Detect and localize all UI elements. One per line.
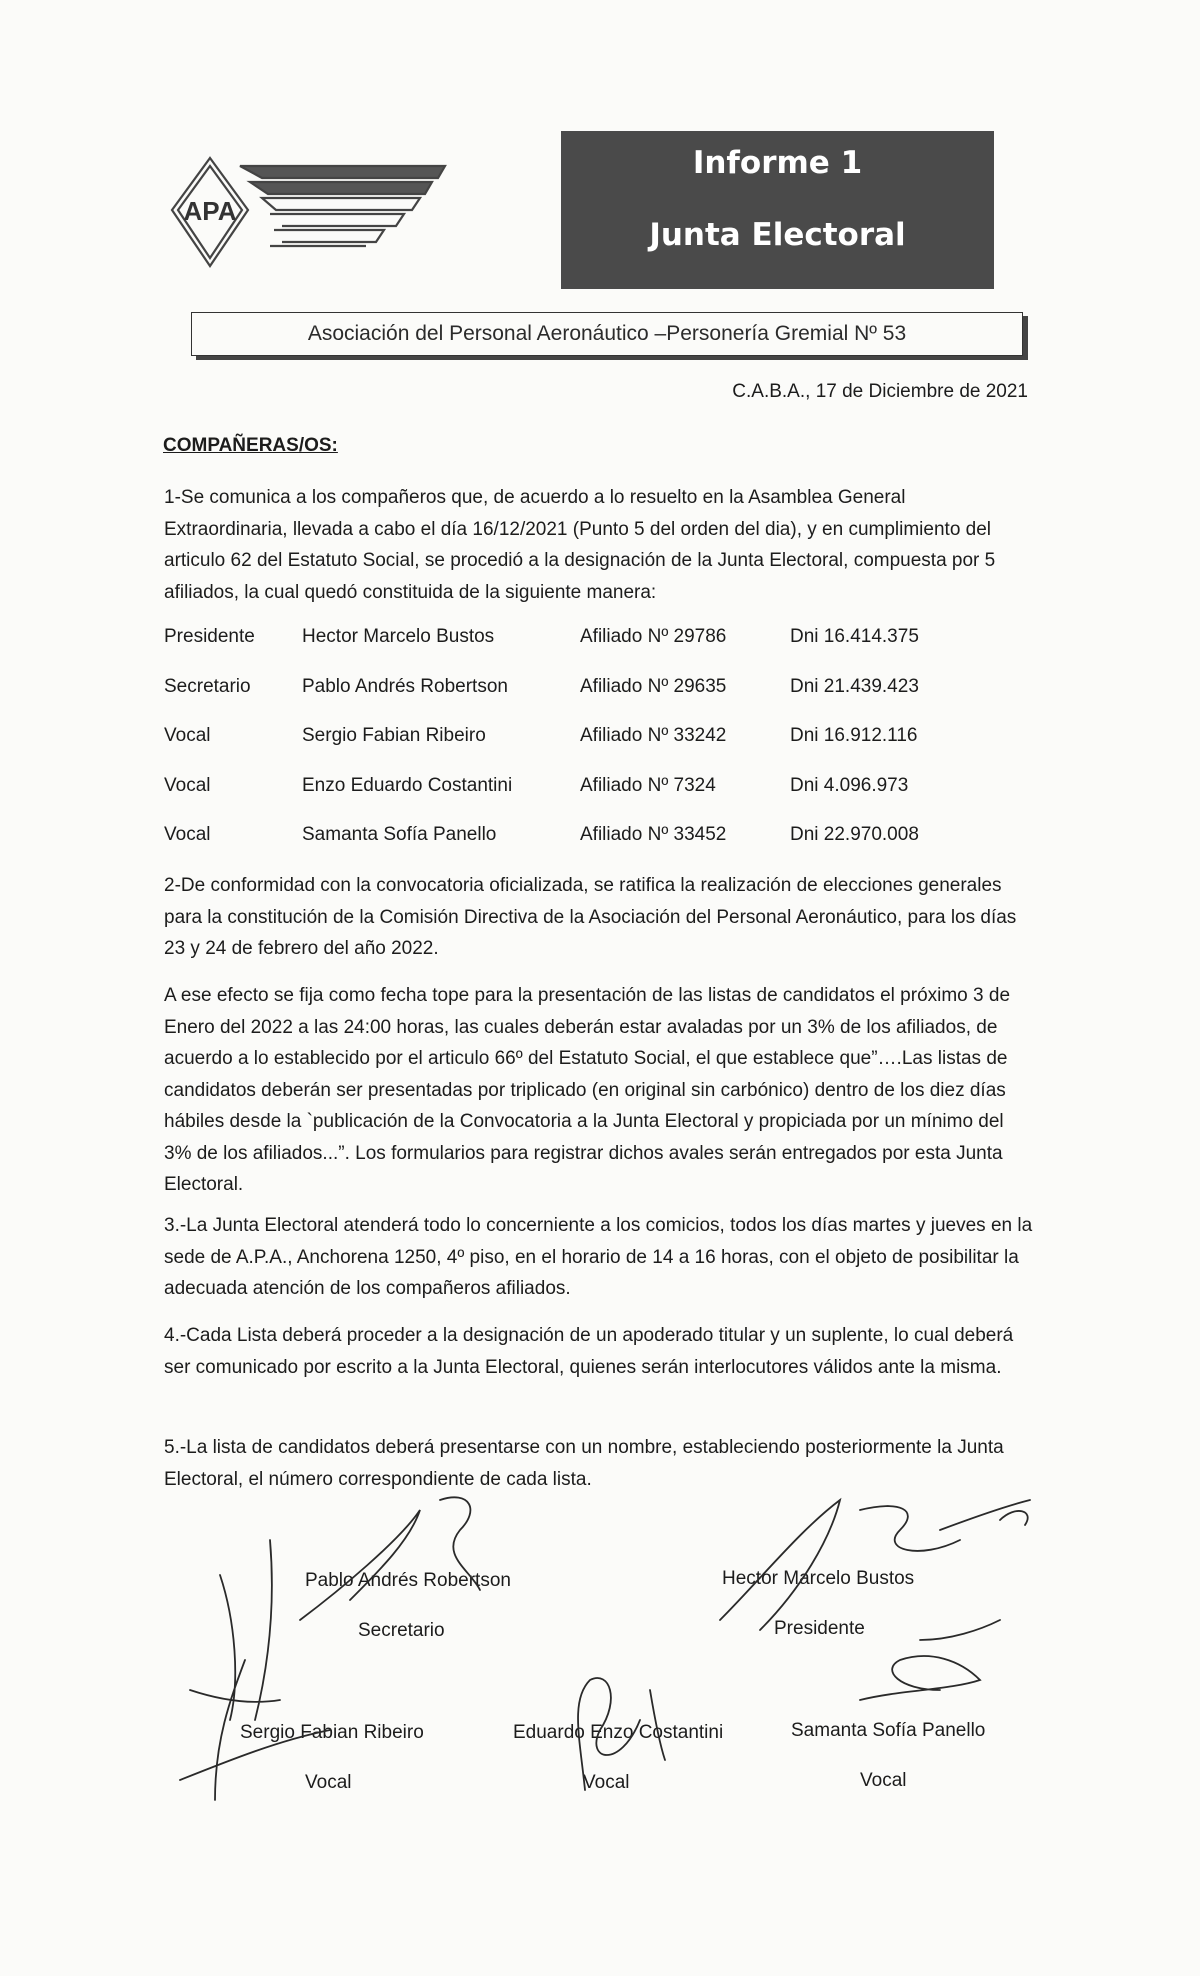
junta-row: [164, 775, 1044, 805]
junta-name: Hector Marcelo Bustos: [302, 626, 495, 647]
junta-dni: Dni 4.096.973: [790, 775, 909, 796]
junta-name: Pablo Andrés Robertson: [302, 676, 508, 697]
junta-dni: Dni 16.912.116: [790, 725, 918, 746]
apa-logo: [170, 148, 450, 278]
junta-row: [164, 676, 1044, 706]
signer-role-costantini: Vocal: [583, 1772, 630, 1793]
junta-afiliado: Afiliado Nº 33242: [580, 725, 727, 746]
signature-panello: [860, 1620, 1000, 1700]
junta-afiliado: Afiliado Nº 33452: [580, 824, 727, 845]
handwritten-signatures: [0, 1480, 1200, 1810]
junta-dni: Dni 21.439.423: [790, 676, 919, 697]
signature-ribeiro: [180, 1540, 330, 1800]
signer-name-robertson: Pablo Andrés Robertson: [305, 1570, 511, 1591]
junta-afiliado: Afiliado Nº 29786: [580, 626, 727, 647]
junta-role: Vocal: [164, 824, 211, 845]
junta-afiliado: Afiliado Nº 7324: [580, 775, 716, 796]
report-title-box: [561, 131, 994, 289]
signer-name-panello: Samanta Sofía Panello: [791, 1720, 986, 1741]
signer-role-bustos: Presidente: [774, 1618, 865, 1639]
report-title: Informe 1: [692, 145, 863, 181]
signer-name-ribeiro: Sergio Fabian Ribeiro: [240, 1722, 424, 1743]
signer-name-bustos: Hector Marcelo Bustos: [722, 1568, 915, 1589]
junta-row: [164, 824, 1044, 854]
paragraph-4: 3.-La Junta Electoral atenderá todo lo concerniente a los comicios, todos los días martes y jueves en la sede de A.P.A., Anchorena 1250, 4º piso, en el horario de 14 a 16 horas, con el objeto de posibilitar la adecuada atención de los compañeros afiliados.: [164, 1215, 1033, 1299]
signer-name-costantini: Eduardo Enzo Costantini: [513, 1722, 724, 1743]
junta-name: Sergio Fabian Ribeiro: [302, 725, 486, 746]
junta-dni: Dni 16.414.375: [790, 626, 919, 647]
signer-role-ribeiro: Vocal: [305, 1772, 352, 1793]
signer-role-robertson: Secretario: [358, 1620, 445, 1641]
junta-dni: Dni 22.970.008: [790, 824, 919, 845]
junta-row: [164, 626, 1044, 656]
junta-role: Secretario: [164, 676, 251, 697]
paragraph-6: 5.-La lista de candidatos deberá presentarse con un nombre, estableciendo posteriormente la Junta Electoral, el número correspondiente de cada lista.: [164, 1437, 1004, 1490]
paragraph-3: A ese efecto se fija como fecha tope para la presentación de las listas de candidatos el próximo 3 de Enero del 2022 a las 24:00 horas, las cuales deberán estar avaladas por un 3% de los afiliados, de acuerdo a lo establecido por el articulo 66º del Estatuto Social, el que establece que”….Las listas de candidatos deberán ser presentadas por triplicado (en original sin carbónico) dentro de los diez días hábiles desde la `publicación de la Convocatoria a la Junta Electoral y propiciada por un mínimo del 3% de los afiliados...”. Los formularios para registrar dichos avales serán entregados por esta Junta Electoral.: [164, 985, 1011, 1195]
junta-role: Vocal: [164, 775, 211, 796]
paragraph-1: 1-Se comunica a los compañeros que, de acuerdo a lo resuelto en la Asamblea General Extraordinaria, llevada a cabo el día 16/12/2021 (Punto 5 del orden del dia), y en cumplimiento del articulo 62 del Estatuto Social, se procedió a la designación de la Junta Electoral, compuesta por 5 afiliados, la cual quedó constituida de la siguiente manera:: [164, 487, 996, 603]
association-banner: Asociación del Personal Aeronáutico –Personería Gremial Nº 53: [191, 312, 1023, 356]
report-subtitle: Junta Electoral: [649, 217, 906, 253]
junta-role: Presidente: [164, 626, 255, 647]
junta-row: [164, 725, 1044, 755]
paragraph-2: 2-De conformidad con la convocatoria oficializada, se ratifica la realización de elecciones generales para la constitución de la Comisión Directiva de la Asociación del Personal Aeronáutico, para los días 23 y 24 de febrero del año 2022.: [164, 875, 1017, 959]
logo-text: APA: [183, 196, 237, 226]
junta-role: Vocal: [164, 725, 211, 746]
signature-bustos: [720, 1500, 1030, 1630]
signature-robertson: [300, 1497, 480, 1620]
signer-role-panello: Vocal: [860, 1770, 907, 1791]
greeting: COMPAÑERAS/OS:: [163, 435, 338, 456]
place-date: C.A.B.A., 17 de Diciembre de 2021: [732, 381, 1028, 402]
junta-afiliado: Afiliado Nº 29635: [580, 676, 727, 697]
signature-costantini: [578, 1678, 665, 1790]
junta-name: Samanta Sofía Panello: [302, 824, 497, 845]
paragraph-5: 4.-Cada Lista deberá proceder a la designación de un apoderado titular y un suplente, lo cual deberá ser comunicado por escrito a la Junta Electoral, quienes serán interlocutores válidos ante la misma.: [164, 1325, 1014, 1378]
junta-name: Enzo Eduardo Costantini: [302, 775, 513, 796]
